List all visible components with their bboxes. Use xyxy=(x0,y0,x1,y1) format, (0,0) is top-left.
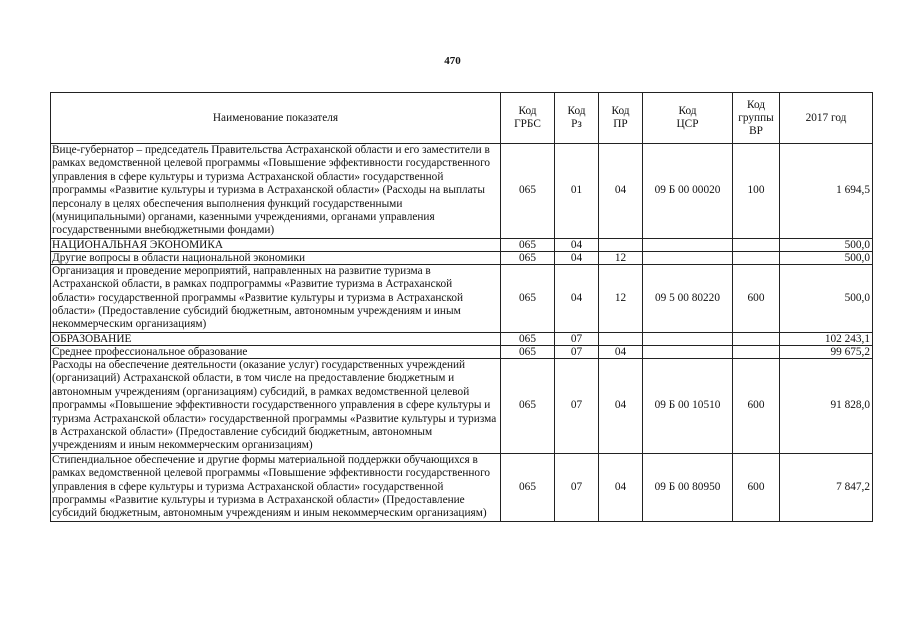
row-name: Расходы на обеспечение деятельности (оказание услуг) государственных учреждений (организаций) Астраханской области, в том числе на предоставление бюджетным и автономным учреждениям (организациям) субсидий, в рамках ведомственной целевой программы «Повышение эффективности государственного управления в сфере культуры и туризма Астраханской области» государственной программы «Развитие культуры и туризма в Астраханской области» (Предоставление субсидий бюджетным, автономным учреждениям и иным некоммерческим организациям) xyxy=(51,358,501,453)
row-vr: 600 xyxy=(733,264,780,332)
row-csr xyxy=(643,238,733,251)
table-row xyxy=(51,332,873,345)
row-csr xyxy=(643,345,733,358)
row-vr: 600 xyxy=(733,453,780,521)
row-vr xyxy=(733,251,780,264)
row-pr: 04 xyxy=(599,358,643,453)
row-vr: 100 xyxy=(733,144,780,239)
row-pr: 12 xyxy=(599,251,643,264)
row-csr xyxy=(643,332,733,345)
row-rz: 07 xyxy=(555,453,599,521)
header-csr: Код ЦСР xyxy=(643,93,733,144)
table-row xyxy=(51,358,873,453)
row-csr: 09 Б 00 10510 xyxy=(643,358,733,453)
row-pr xyxy=(599,238,643,251)
row-csr: 09 5 00 80220 xyxy=(643,264,733,332)
row-grbs: 065 xyxy=(501,264,555,332)
budget-table xyxy=(50,92,873,522)
row-pr: 04 xyxy=(599,345,643,358)
header-pr: Код ПР xyxy=(599,93,643,144)
row-amount: 1 694,5 xyxy=(780,144,873,239)
row-grbs: 065 xyxy=(501,238,555,251)
row-rz: 04 xyxy=(555,238,599,251)
row-pr: 04 xyxy=(599,144,643,239)
row-amount: 500,0 xyxy=(780,251,873,264)
row-name: Среднее профессиональное образование xyxy=(51,345,501,358)
table-row xyxy=(51,345,873,358)
row-csr: 09 Б 00 00020 xyxy=(643,144,733,239)
row-name: Вице-губернатор – председатель Правительства Астраханской области и его заместители в рамках ведомственной целевой программы «Повышение эффективности государственного управления в сфере культуры и туризма Астраханской области» государственной программы «Развитие культуры и туризма в Астраханской области» (Расходы на выплаты персоналу в целях обеспечения выполнения функций государственными (муниципальными) органами, казенными учреждениями, органами управления государственными внебюджетными фондами) xyxy=(51,144,501,239)
header-year: 2017 год xyxy=(780,93,873,144)
row-grbs: 065 xyxy=(501,251,555,264)
row-rz: 04 xyxy=(555,251,599,264)
row-csr: 09 Б 00 80950 xyxy=(643,453,733,521)
row-grbs: 065 xyxy=(501,332,555,345)
table-row xyxy=(51,264,873,332)
row-pr: 04 xyxy=(599,453,643,521)
row-name: НАЦИОНАЛЬНАЯ ЭКОНОМИКА xyxy=(51,238,501,251)
row-pr: 12 xyxy=(599,264,643,332)
row-amount: 500,0 xyxy=(780,238,873,251)
table-row xyxy=(51,238,873,251)
header-rz: Код Рз xyxy=(555,93,599,144)
header-name: Наименование показателя xyxy=(51,93,501,144)
page-number: 470 xyxy=(444,55,461,67)
row-vr xyxy=(733,332,780,345)
row-grbs: 065 xyxy=(501,358,555,453)
row-rz: 07 xyxy=(555,345,599,358)
table-row xyxy=(51,144,873,239)
table-row xyxy=(51,453,873,521)
row-rz: 04 xyxy=(555,264,599,332)
row-csr xyxy=(643,251,733,264)
row-amount: 7 847,2 xyxy=(780,453,873,521)
row-name: Другие вопросы в области национальной экономики xyxy=(51,251,501,264)
row-name: Стипендиальное обеспечение и другие формы материальной поддержки обучающихся в рамках ведомственной целевой программы «Повышение эффективности государственного управления в сфере культуры и туризма Астраханской области» государственной программы «Развитие культуры и туризма в Астраханской области» (Предоставление субсидий бюджетным, автономным учреждениям и иным некоммерческим организациям) xyxy=(51,453,501,521)
row-vr: 600 xyxy=(733,358,780,453)
row-amount: 500,0 xyxy=(780,264,873,332)
row-amount: 91 828,0 xyxy=(780,358,873,453)
row-amount: 102 243,1 xyxy=(780,332,873,345)
table-header-row xyxy=(51,93,873,144)
row-name: Организация и проведение мероприятий, направленных на развитие туризма в Астраханской области, в рамках подпрограммы «Развитие туризма в Астраханской области» государственной программы «Развитие культуры и туризма в Астраханской области» (Предоставление субсидий бюджетным, автономным учреждениям и иным некоммерческим организациям) xyxy=(51,264,501,332)
row-rz: 01 xyxy=(555,144,599,239)
row-amount: 99 675,2 xyxy=(780,345,873,358)
header-vr: Код группы ВР xyxy=(733,93,780,144)
row-rz: 07 xyxy=(555,332,599,345)
row-vr xyxy=(733,345,780,358)
table-row xyxy=(51,251,873,264)
row-vr xyxy=(733,238,780,251)
row-name: ОБРАЗОВАНИЕ xyxy=(51,332,501,345)
row-pr xyxy=(599,332,643,345)
row-grbs: 065 xyxy=(501,345,555,358)
row-grbs: 065 xyxy=(501,453,555,521)
row-rz: 07 xyxy=(555,358,599,453)
header-grbs: Код ГРБС xyxy=(501,93,555,144)
row-grbs: 065 xyxy=(501,144,555,239)
